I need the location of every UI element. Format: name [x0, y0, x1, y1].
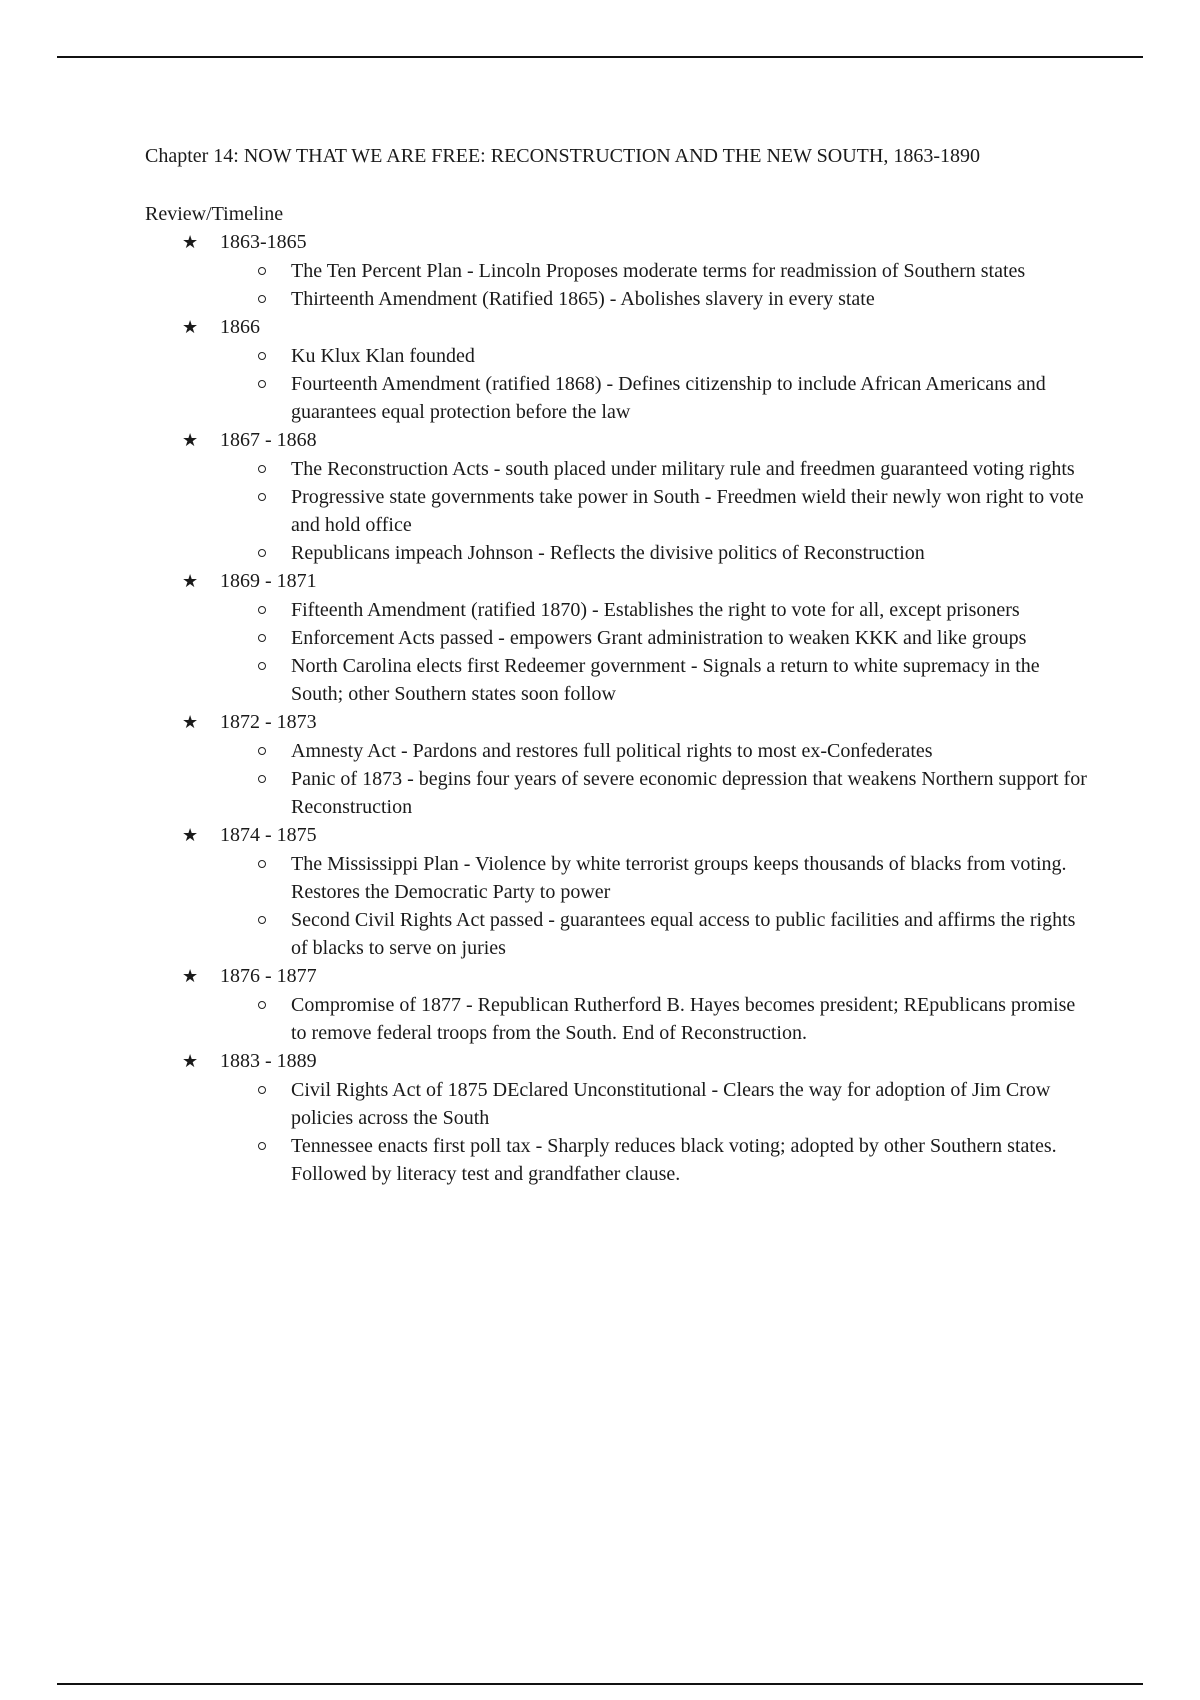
event-item — [145, 1076, 1095, 1132]
timeline-period — [145, 567, 1095, 708]
event-item — [145, 342, 1095, 370]
timeline-period — [145, 821, 1095, 962]
event-text: Second Civil Rights Act passed - guarantees equal access to public facilities and affirms the rights of blacks to serve on juries — [291, 909, 1076, 959]
timeline-period — [145, 1047, 1095, 1188]
period-row — [145, 426, 1095, 455]
event-text: The Reconstruction Acts - south placed under military rule and freedmen guaranteed voting rights — [291, 458, 1075, 480]
timeline-period — [145, 426, 1095, 567]
star-bullet-icon: ★ — [182, 317, 199, 338]
event-item — [145, 906, 1095, 962]
circle-bullet-icon — [258, 775, 266, 783]
event-text: Tennessee enacts first poll tax - Sharply reduces black voting; adopted by other Southern states. Followed by literacy test and grandfather clause. — [291, 1135, 1057, 1185]
event-item — [145, 991, 1095, 1047]
event-list — [145, 991, 1095, 1047]
event-text: Ku Klux Klan founded — [291, 345, 475, 367]
event-list — [145, 257, 1095, 313]
event-text: North Carolina elects first Redeemer government - Signals a return to white supremacy in the South; other Southern states soon follow — [291, 655, 1040, 705]
circle-bullet-icon — [258, 380, 266, 388]
star-bullet-icon: ★ — [182, 232, 199, 253]
circle-bullet-icon — [258, 1142, 266, 1150]
event-text: Republicans impeach Johnson - Reflects the divisive politics of Reconstruction — [291, 542, 925, 564]
circle-bullet-icon — [258, 352, 266, 360]
circle-bullet-icon — [258, 493, 266, 501]
event-item — [145, 285, 1095, 313]
period-row — [145, 821, 1095, 850]
event-item — [145, 652, 1095, 708]
period-label: 1876 - 1877 — [220, 965, 317, 987]
period-label: 1863-1865 — [220, 231, 307, 253]
timeline-list — [145, 228, 1095, 1188]
event-text: Thirteenth Amendment (Ratified 1865) - Abolishes slavery in every state — [291, 288, 875, 310]
event-list — [145, 1076, 1095, 1188]
circle-bullet-icon — [258, 1001, 266, 1009]
star-bullet-icon: ★ — [182, 825, 199, 846]
event-item — [145, 596, 1095, 624]
top-rule — [57, 56, 1143, 58]
event-item — [145, 850, 1095, 906]
event-text: Fourteenth Amendment (ratified 1868) - Defines citizenship to include African Americans and guarantees equal protection before the law — [291, 373, 1046, 423]
timeline-period — [145, 313, 1095, 426]
timeline-period — [145, 228, 1095, 313]
event-text: Fifteenth Amendment (ratified 1870) - Establishes the right to vote for all, except prisoners — [291, 599, 1020, 621]
circle-bullet-icon — [258, 1086, 266, 1094]
period-label: 1867 - 1868 — [220, 429, 317, 451]
event-item — [145, 737, 1095, 765]
event-list — [145, 342, 1095, 426]
event-item — [145, 483, 1095, 539]
event-list — [145, 850, 1095, 962]
period-row — [145, 567, 1095, 596]
chapter-title: Chapter 14: NOW THAT WE ARE FREE: RECONSTRUCTION AND THE NEW SOUTH, 1863-1890 — [145, 145, 980, 167]
event-text: Amnesty Act - Pardons and restores full political rights to most ex-Confederates — [291, 740, 933, 762]
circle-bullet-icon — [258, 549, 266, 557]
star-bullet-icon: ★ — [182, 966, 199, 987]
event-list — [145, 455, 1095, 567]
timeline-period — [145, 708, 1095, 821]
event-text: The Ten Percent Plan - Lincoln Proposes moderate terms for readmission of Southern states — [291, 260, 1026, 282]
circle-bullet-icon — [258, 860, 266, 868]
circle-bullet-icon — [258, 634, 266, 642]
circle-bullet-icon — [258, 662, 266, 670]
period-row — [145, 962, 1095, 991]
bottom-rule — [57, 1683, 1143, 1685]
event-item — [145, 765, 1095, 821]
timeline-period — [145, 962, 1095, 1047]
event-item — [145, 539, 1095, 567]
period-label: 1883 - 1889 — [220, 1050, 317, 1072]
section-heading: Review/Timeline — [145, 203, 284, 225]
event-item — [145, 257, 1095, 285]
star-bullet-icon: ★ — [182, 712, 199, 733]
event-item — [145, 455, 1095, 483]
event-text: Progressive state governments take power in South - Freedmen wield their newly won right to vote and hold office — [291, 486, 1084, 536]
event-item — [145, 624, 1095, 652]
period-label: 1874 - 1875 — [220, 824, 317, 846]
period-row — [145, 1047, 1095, 1076]
event-item — [145, 1132, 1095, 1188]
event-text: Civil Rights Act of 1875 DEclared Unconstitutional - Clears the way for adoption of Jim Crow policies across the South — [291, 1079, 1051, 1129]
circle-bullet-icon — [258, 295, 266, 303]
circle-bullet-icon — [258, 465, 266, 473]
event-text: Enforcement Acts passed - empowers Grant administration to weaken KKK and like groups — [291, 627, 1027, 649]
circle-bullet-icon — [258, 916, 266, 924]
star-bullet-icon: ★ — [182, 1051, 199, 1072]
circle-bullet-icon — [258, 606, 266, 614]
event-text: Panic of 1873 - begins four years of severe economic depression that weakens Northern support for Reconstruction — [291, 768, 1087, 818]
event-text: The Mississippi Plan - Violence by white terrorist groups keeps thousands of blacks from voting. Restores the Democratic Party to power — [291, 853, 1067, 903]
period-row — [145, 313, 1095, 342]
star-bullet-icon: ★ — [182, 430, 199, 451]
circle-bullet-icon — [258, 747, 266, 755]
event-list — [145, 737, 1095, 821]
star-bullet-icon: ★ — [182, 571, 199, 592]
event-text: Compromise of 1877 - Republican Rutherford B. Hayes becomes president; REpublicans promise to remove federal troops from the South. End of Reconstruction. — [291, 994, 1076, 1044]
event-item — [145, 370, 1095, 426]
period-label: 1866 — [220, 316, 260, 338]
event-list — [145, 596, 1095, 708]
period-label: 1869 - 1871 — [220, 570, 317, 592]
period-row — [145, 228, 1095, 257]
circle-bullet-icon — [258, 267, 266, 275]
period-label: 1872 - 1873 — [220, 711, 317, 733]
document-body — [145, 142, 1095, 1188]
period-row — [145, 708, 1095, 737]
